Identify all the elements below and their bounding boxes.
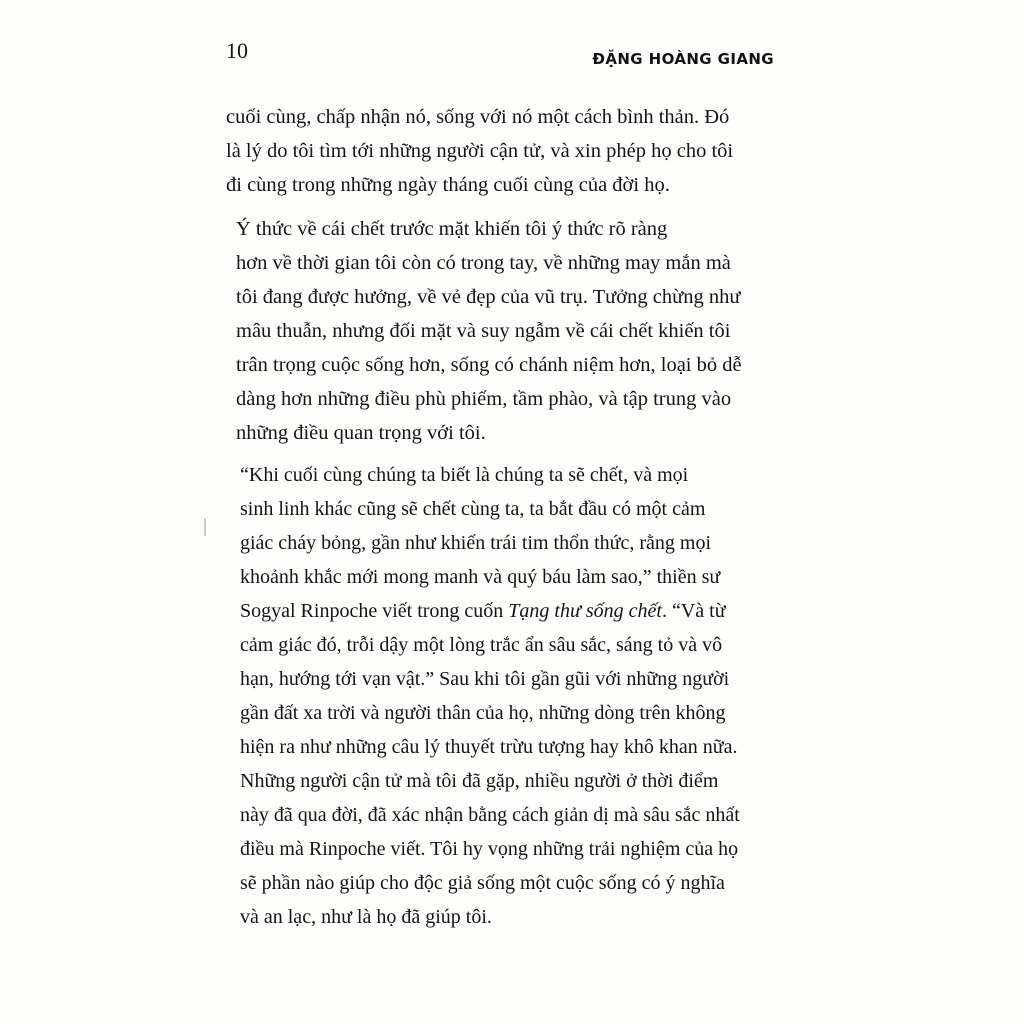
text-line-with-book-title [240,594,800,628]
text-line: dàng hơn những điều phù phiếm, tầm phào, và tập trung vào [236,388,732,410]
text-line: sẽ phần nào giúp cho độc giả sống một cuộc sống có ý nghĩa [240,872,725,894]
paragraph-1 [226,100,806,202]
line-text-after: . “Và từ [661,600,726,622]
text-line: là lý do tôi tìm tới những người cận tử, và xin phép họ cho tôi [226,140,734,162]
text-line: giác cháy bỏng, gần như khiến trái tim thổn thức, rằng mọi [240,532,712,554]
text-line: gần đất xa trời và người thân của họ, những dòng trên không [240,702,726,724]
text-line: hạn, hướng tới vạn vật.” Sau khi tôi gần gũi với những người [240,668,730,690]
book-title: Tạng thư sống chết [508,600,662,622]
running-head-author: ĐẶNG HOÀNG GIANG [592,50,774,68]
text-line: cuối cùng, chấp nhận nó, sống với nó một cách bình thản. Đó [226,106,730,128]
text-line: khoảnh khắc mới mong manh và quý báu làm sao,” thiền sư [240,566,721,588]
text-line: này đã qua đời, đã xác nhận bằng cách giản dị mà sâu sắc nhất [240,804,740,826]
text-line: trân trọng cuộc sống hơn, sống có chánh niệm hơn, loại bỏ dễ [236,354,742,376]
text-line: cảm giác đó, trỗi dậy một lòng trắc ẩn sâu sắc, sáng tỏ và vô [240,634,723,656]
paragraph-3-quote [240,458,800,934]
text-line: tôi đang được hưởng, về vẻ đẹp của vũ trụ. Tưởng chừng như [236,286,741,308]
page-number: 10 [226,38,248,63]
text-line: Những người cận tử mà tôi đã gặp, nhiều người ở thời điểm [240,770,719,792]
text-line: hiện ra như những câu lý thuyết trừu tượng hay khô khan nữa. [240,736,738,758]
text-line: đi cùng trong những ngày tháng cuối cùng của đời họ. [226,174,670,196]
text-line: và an lạc, như là họ đã giúp tôi. [240,906,492,928]
text-line: Ý thức về cái chết trước mặt khiến tôi ý thức rõ ràng [236,218,668,240]
text-line: hơn về thời gian tôi còn có trong tay, về những may mắn mà [236,252,731,274]
paragraph-2 [236,212,796,450]
margin-mark [204,518,206,536]
text-line: mâu thuẫn, nhưng đối mặt và suy ngẫm về cái chết khiến tôi [236,320,731,342]
text-line: “Khi cuối cùng chúng ta biết là chúng ta sẽ chết, và mọi [240,464,689,486]
text-line: những điều quan trọng với tôi. [236,422,486,444]
text-line: sinh linh khác cũng sẽ chết cùng ta, ta bắt đầu có một cảm [240,498,706,520]
text-line: điều mà Rinpoche viết. Tôi hy vọng những trải nghiệm của họ [240,838,739,860]
line-text-before: Sogyal Rinpoche viết trong cuốn [240,600,509,622]
